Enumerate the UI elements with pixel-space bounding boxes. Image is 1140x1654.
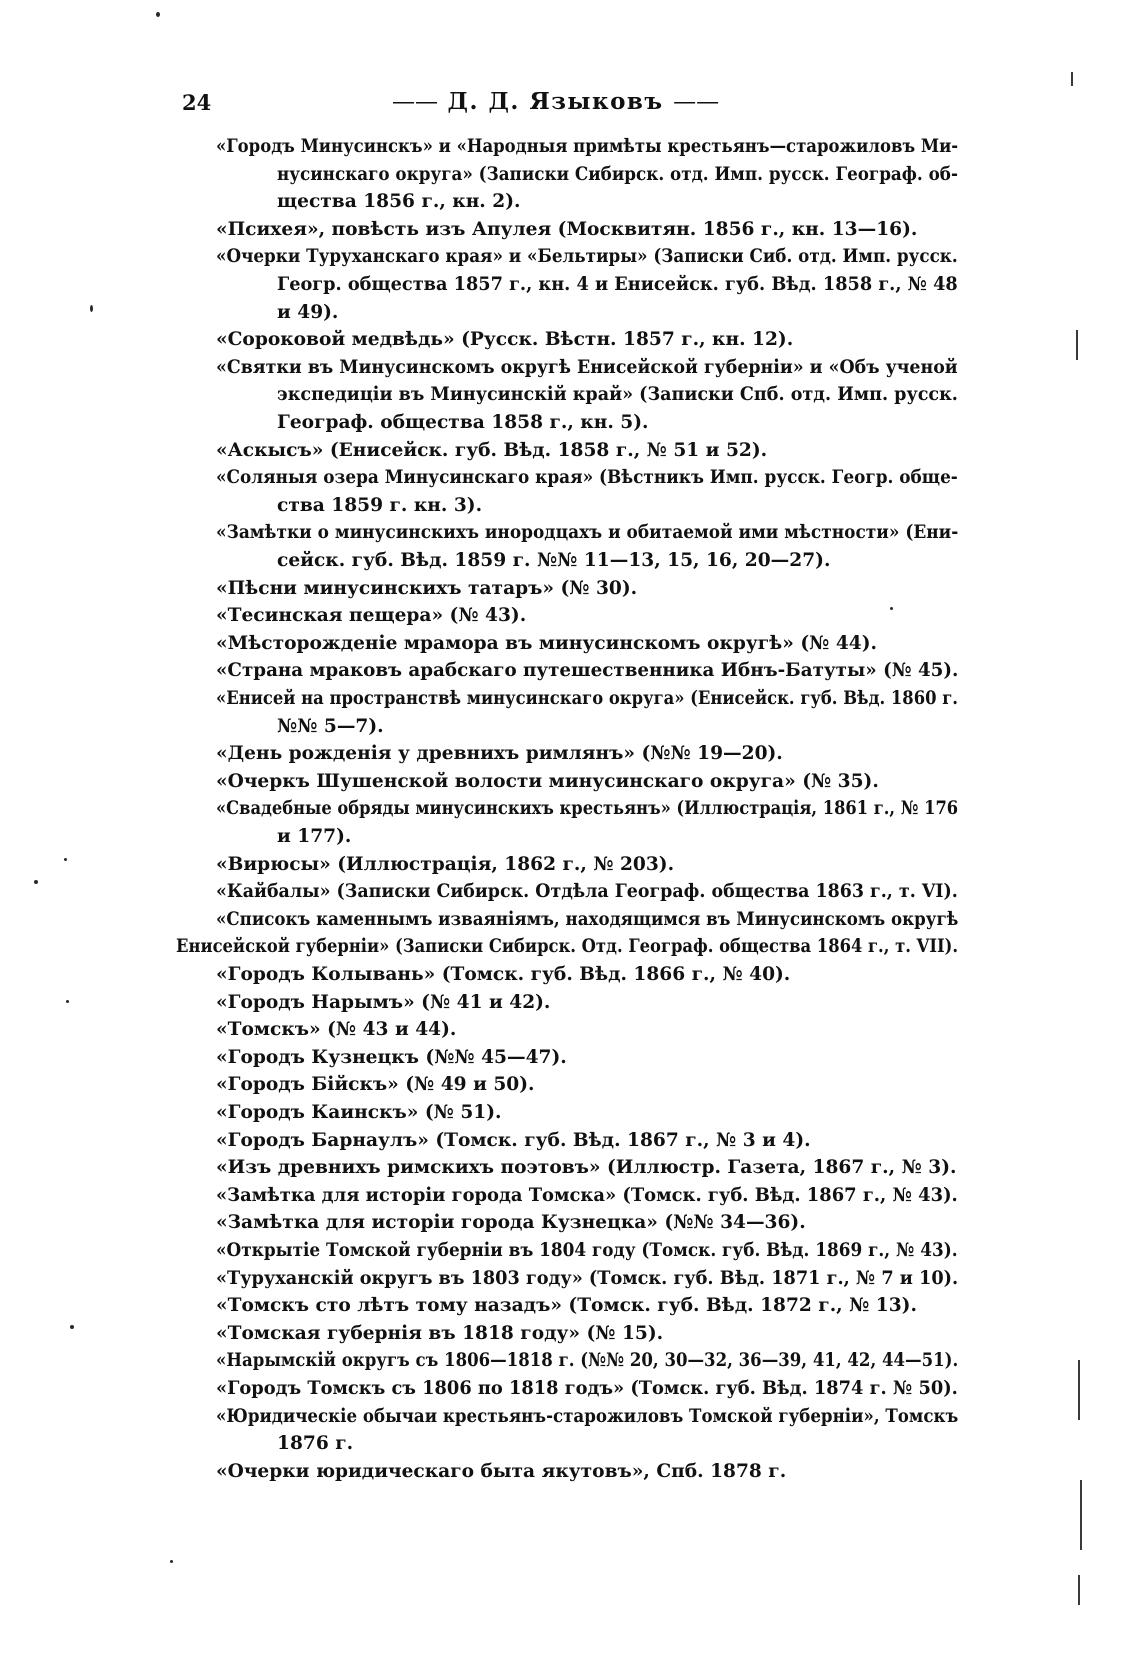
page-edge-line: [1078, 1360, 1080, 1420]
entry-continuation-line: №№ 5—7).: [277, 715, 384, 737]
page-header: [182, 86, 1002, 126]
entry-continuation-line: сейск. губ. Вѣд. 1859 г. №№ 11—13, 15, 16, 20—27).: [277, 550, 831, 571]
scan-speck: [66, 1000, 69, 1003]
entry-continuation-line: и 177).: [277, 826, 352, 847]
entry-line: «Томская губернія въ 1818 году» (№ 15).: [216, 1322, 664, 1344]
entry-continuation-line: щества 1856 г., кн. 2).: [277, 191, 521, 213]
entry-line: «Замѣтка для исторіи города Томска» (Томск. губ. Вѣд. 1867 г., № 43).: [216, 1184, 958, 1206]
scan-speck: [34, 880, 38, 884]
entry-line: «Изъ древнихъ римскихъ поэтовъ» (Иллюстр. Газета, 1867 г., № 3).: [216, 1157, 957, 1179]
entry-line: «Вирюсы» (Иллюстрація, 1862 г., № 203).: [216, 853, 675, 875]
entry-line: «Городъ Бійскъ» (№ 49 и 50).: [216, 1074, 535, 1096]
entry-continuation-line: Географ. общества 1858 г., кн. 5).: [277, 412, 649, 433]
running-head-dash-left: ——: [392, 89, 438, 115]
page-number: 24: [182, 90, 212, 115]
running-head: [392, 88, 719, 115]
entry-line: «Свадебные обряды минусинскихъ крестьянъ» (Иллюстрація, 1861 г., № 176: [216, 798, 959, 820]
entry-line: «Туруханскій округъ въ 1803 году» (Томск. губ. Вѣд. 1871 г., № 7 и 10).: [216, 1267, 959, 1289]
entry-line: «Городъ Барнаулъ» (Томск. губ. Вѣд. 1867 г., № 3 и 4).: [216, 1129, 811, 1151]
entry-line: «Соляныя озера Минусинскаго края» (Вѣстникъ Имп. русск. Геогр. обще-: [216, 467, 958, 489]
entry-line: «Городъ Колывань» (Томск. губ. Вѣд. 1866 г., № 40).: [216, 964, 791, 985]
scan-speck: [156, 12, 160, 17]
scan-speck: [890, 607, 893, 610]
running-head-dash-right: ——: [673, 89, 720, 115]
entry-continuation-line: 1876 г.: [277, 1433, 354, 1455]
entry-line: «Городъ Нарымъ» (№ 41 и 42).: [216, 991, 551, 1013]
entry-continuation-line: нусинскаго округа» (Записки Сибирск. отд. Имп. русск. Географ. об-: [277, 163, 958, 185]
entry-line: «Святки въ Минусинскомъ округѣ Енисейской губерніи» и «Объ ученой: [216, 356, 958, 378]
page-edge-line: [1078, 1575, 1080, 1605]
scan-speck: [70, 1325, 74, 1329]
entry-line: «Очерки Туруханскаго края» и «Бельтиры» (Записки Сиб. отд. Имп. русск.: [216, 246, 958, 268]
page-edge-line: [1071, 72, 1073, 86]
entry-line: «Городъ Томскъ съ 1806 по 1818 годъ» (Томск. губ. Вѣд. 1874 г. № 50).: [216, 1378, 958, 1399]
entry-line: «Городъ Кузнецкъ (№№ 45—47).: [216, 1046, 567, 1068]
entry-line: «Юридическіе обычаи крестьянъ-старожиловъ Томской губерніи», Томскъ: [216, 1405, 959, 1427]
entry-line: «Психея», повѣсть изъ Апулея (Москвитян. 1856 г., кн. 13—16).: [216, 218, 918, 240]
entry-line: «Енисей на пространствѣ минусинскаго округа» (Енисейск. губ. Вѣд. 1860 г.: [216, 688, 958, 709]
entry-line: «Городъ Каинскъ» (№ 51).: [216, 1102, 502, 1123]
entry-continuation-line: и 49).: [277, 301, 339, 323]
entry-line: «Нарымскій округъ съ 1806—1818 г. (№№ 20, 30—32, 36—39, 41, 42, 44—51).: [216, 1350, 959, 1372]
entry-line: «Кайбалы» (Записки Сибирск. Отдѣла Географ. общества 1863 г., т. VI).: [216, 881, 958, 903]
entry-line: «Томскъ» (№ 43 и 44).: [216, 1019, 457, 1041]
entry-line: «Сороковой медвѣдь» (Русск. Вѣстн. 1857 г., кн. 12).: [216, 329, 794, 351]
entry-line: «Томскъ сто лѣтъ тому назадъ» (Томск. губ. Вѣд. 1872 г., № 13).: [216, 1295, 917, 1317]
scan-speck: [64, 858, 67, 861]
entry-line: «Страна мраковъ арабскаго путешественника Ибнъ-Батуты» (№ 45).: [216, 660, 959, 682]
entry-line: «Очерки юридическаго быта якутовъ», Спб. 1878 г.: [216, 1460, 787, 1482]
entry-line: «День рожденія у древнихъ римлянъ» (№№ 19—20).: [216, 743, 783, 765]
entry-line: «Мѣсторожденіе мрамора въ минусинскомъ округѣ» (№ 44).: [216, 632, 877, 654]
entry-continuation-line: экспедиціи въ Минусинскій край» (Записки Спб. отд. Имп. русск.: [277, 384, 958, 406]
entry-line: «Списокъ каменнымъ изваяніямъ, находящимся въ Минусинскомъ округѣ: [216, 908, 959, 930]
entry-line: «Тесинская пещера» (№ 43).: [216, 605, 527, 627]
entry-continuation-line: Геогр. общества 1857 г., кн. 4 и Енисейск. губ. Вѣд. 1858 г., № 48: [277, 274, 958, 295]
scan-speck: [170, 1560, 173, 1563]
running-head-title: Д. Д. Языковъ: [447, 88, 664, 115]
entry-line: «Открытіе Томской губерніи въ 1804 году (Томск. губ. Вѣд. 1869 г., № 43).: [216, 1240, 958, 1261]
page-edge-line: [1076, 330, 1078, 360]
scan-speck: [90, 305, 93, 312]
entry-continuation-line: ства 1859 г. кн. 3).: [277, 494, 483, 516]
entry-line: «Городъ Минусинскъ» и «Народныя примѣты крестьянъ—старожиловъ Ми-: [216, 136, 959, 157]
entry-line: «Очеркъ Шушенской волости минусинскаго округа» (№ 35).: [216, 770, 879, 792]
page-edge-line: [1080, 1480, 1082, 1550]
entry-line: «Замѣтки о минусинскихъ инородцахъ и обитаемой ими мѣстности» (Ени-: [216, 522, 959, 544]
entry-line: «Замѣтка для исторіи города Кузнецка» (№№ 34—36).: [216, 1212, 806, 1234]
entry-continuation-line: Енисейской губерніи» (Записки Сибирск. Отд. Географ. общества 1864 г., т. VII).: [176, 936, 959, 958]
entry-line: «Пѣсни минусинскихъ татаръ» (№ 30).: [216, 577, 638, 599]
entry-line: «Аскысъ» (Енисейск. губ. Вѣд. 1858 г., № 51 и 52).: [216, 439, 768, 461]
